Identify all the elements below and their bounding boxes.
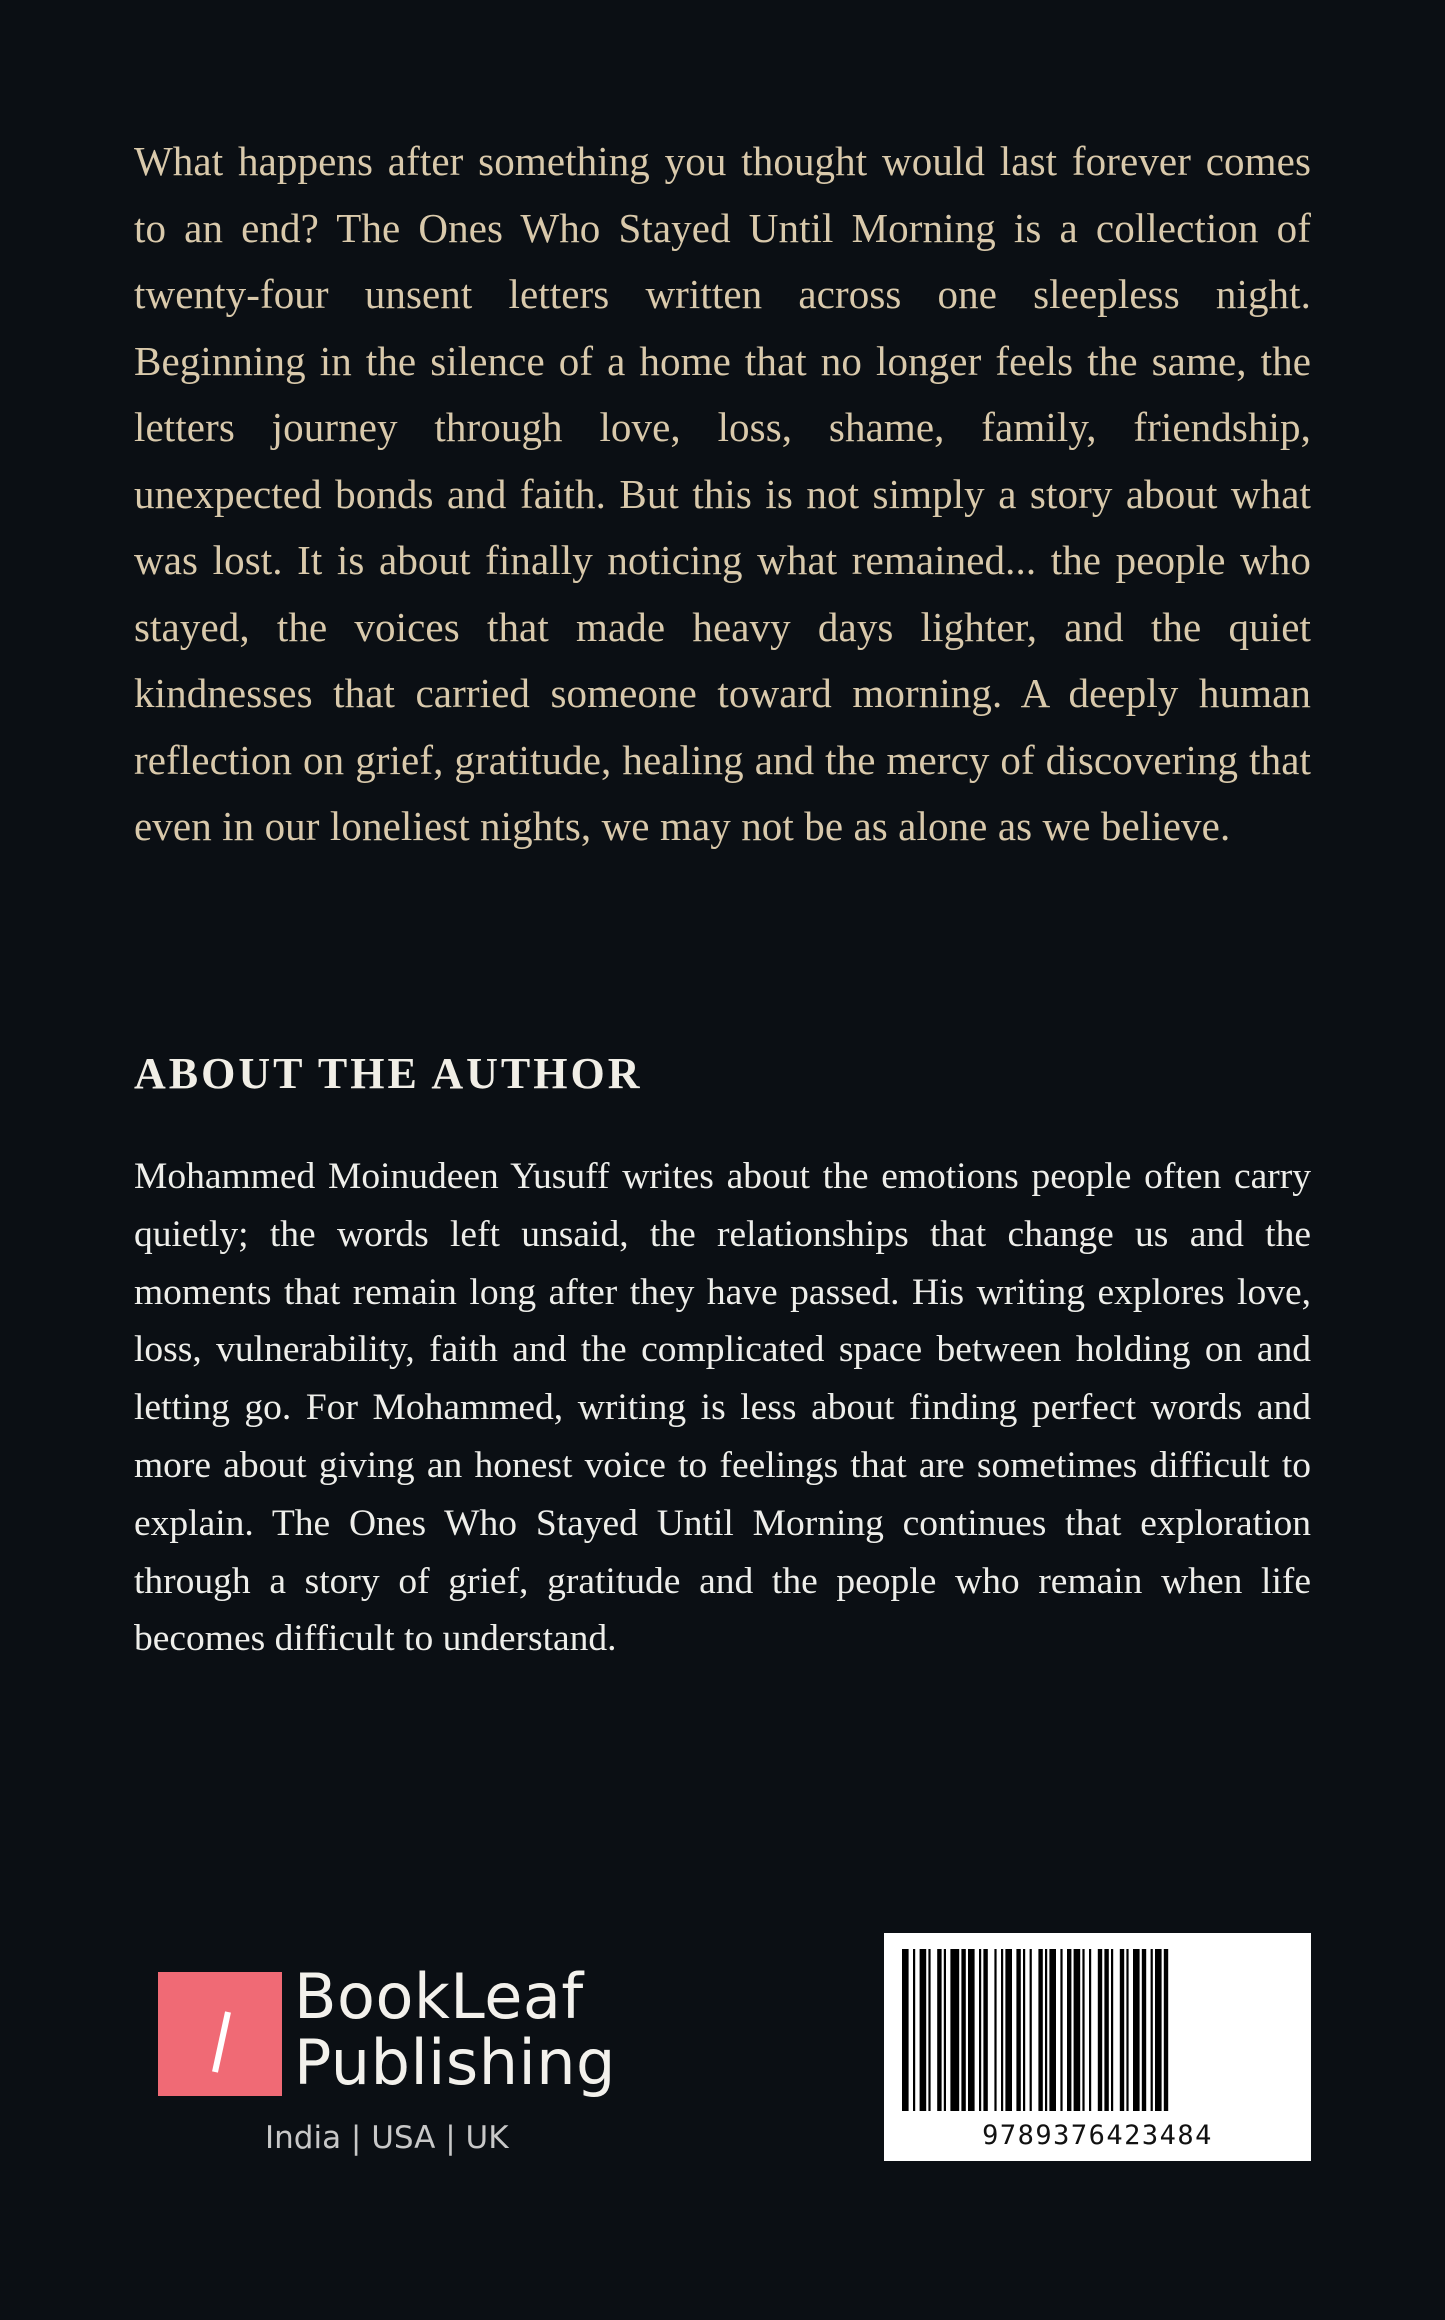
barcode-bar bbox=[902, 1949, 909, 2111]
barcode-bar bbox=[937, 1949, 941, 2111]
barcode-bar bbox=[1005, 1949, 1012, 2111]
publisher-logo bbox=[158, 1960, 618, 2172]
barcode-bar bbox=[1111, 1949, 1113, 2111]
barcode-bar bbox=[1089, 1949, 1091, 2111]
barcode-bar bbox=[1082, 1949, 1084, 2111]
barcode-bar bbox=[1074, 1949, 1081, 2111]
barcode-bar bbox=[1049, 1949, 1056, 2111]
barcode-bar bbox=[961, 1949, 965, 2111]
barcode-bar bbox=[1045, 1949, 1047, 2111]
barcode-bar bbox=[1164, 1949, 1168, 2111]
barcode-bar bbox=[1142, 1949, 1146, 2111]
about-author-heading: ABOUT THE AUTHOR bbox=[134, 1049, 643, 1098]
barcode-bar bbox=[1120, 1949, 1124, 2111]
barcode-bar bbox=[983, 1949, 987, 2111]
barcode-bar bbox=[1104, 1949, 1108, 2111]
book-blurb: What happens after something you thought would last forever comes to an end? The Ones Who Stayed Until Morning is a collection of twenty-four unsent letters written across one sleepless night. Beginning in the silence of a home that no longer feels the same, the letters journey through love, loss, shame, family, friendship, unexpected bonds and faith. But this is not simply a story about what was lost. It is about finally noticing what remained... the people who stayed, the voices that made heavy days lighter, and the quiet kindnesses that carried someone toward morning. A deeply human reflection on grief, gratitude, healing and the mercy of discovering that even in our loneliest nights, we may not be as alone as we believe. bbox=[134, 138, 1311, 849]
barcode-bar bbox=[920, 1949, 927, 2111]
barcode-bar bbox=[1155, 1949, 1162, 2111]
barcode-bar bbox=[1023, 1949, 1025, 2111]
barcode-bar bbox=[1016, 1949, 1020, 2111]
publisher-name-line1: BookLeaf bbox=[294, 1960, 584, 2033]
barcode-bar bbox=[1098, 1949, 1102, 2111]
barcode-bar bbox=[950, 1949, 959, 2111]
slash-logo-icon bbox=[158, 1972, 282, 2096]
barcode-bar bbox=[913, 1949, 915, 2111]
isbn-number: 9789376423484 bbox=[982, 2120, 1213, 2151]
isbn-barcode bbox=[884, 1933, 1311, 2161]
barcode-bar bbox=[1001, 1949, 1003, 2111]
barcode-bar bbox=[1038, 1949, 1042, 2111]
barcode-bar bbox=[979, 1949, 981, 2111]
barcode-icon bbox=[884, 1933, 1311, 2123]
barcode-bar bbox=[1067, 1949, 1071, 2111]
barcode-bar bbox=[1030, 1949, 1032, 2111]
publisher-name-line2: Publishing bbox=[294, 2026, 616, 2099]
barcode-bar bbox=[928, 1949, 930, 2111]
publisher-regions: India | USA | UK bbox=[265, 2120, 509, 2156]
barcode-bar bbox=[994, 1949, 996, 2111]
barcode-bar bbox=[1133, 1949, 1140, 2111]
barcode-bar bbox=[944, 1949, 946, 2111]
author-bio: Mohammed Moinudeen Yusuff writes about the emotions people often carry quietly; the words left unsaid, the relationships that change us and the moments that remain long after they have passed. His writing explores love, loss, vulnerability, faith and the complicated space between holding on and letting go. For Mohammed, writing is less about finding perfect words and more about giving an honest voice to feelings that are sometimes difficult to explain. The Ones Who Stayed Until Morning continues that exploration through a story of grief, gratitude and the people who remain when life becomes difficult to understand. bbox=[134, 1156, 1311, 1660]
barcode-bar bbox=[1151, 1949, 1153, 2111]
barcode-bar bbox=[1126, 1949, 1128, 2111]
barcode-bar bbox=[968, 1949, 975, 2111]
barcode-bar bbox=[1060, 1949, 1062, 2111]
publisher-name bbox=[294, 1960, 616, 2099]
